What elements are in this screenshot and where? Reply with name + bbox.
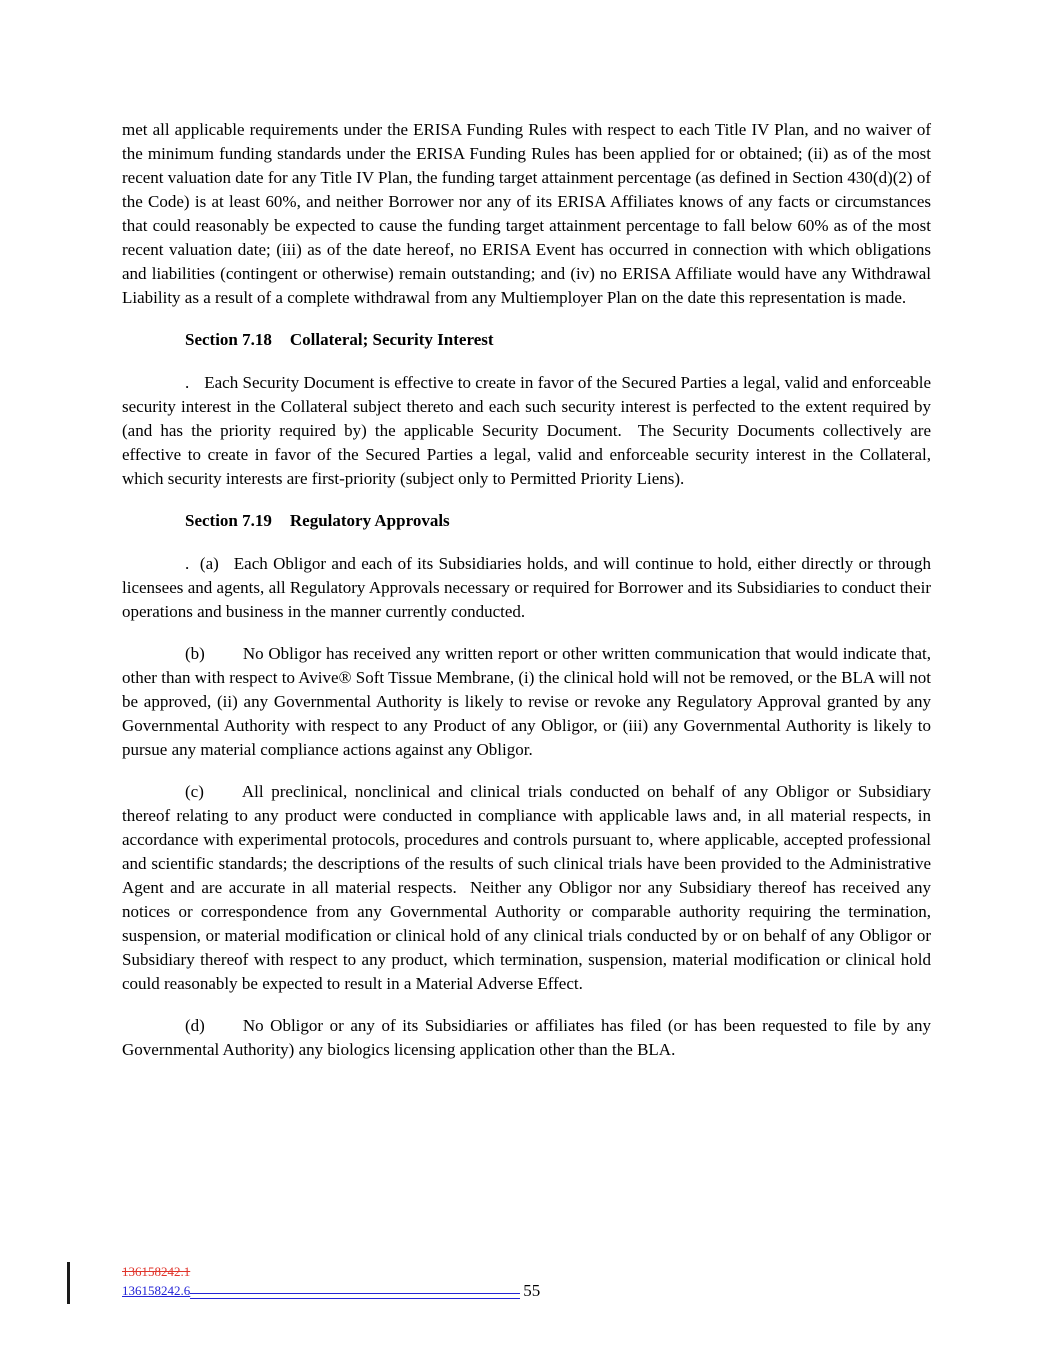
section-number: Section 7.18 xyxy=(185,330,272,349)
paragraph-text: No Obligor or any of its Subsidiaries or affiliates has filed (or has been requested to file by any Governmental Authority) any biologics licensing application other than the BLA. xyxy=(122,1016,931,1059)
paragraph-label: . xyxy=(185,373,190,392)
footer-row-inserted xyxy=(122,1281,931,1300)
paragraph-label: (c) xyxy=(185,782,204,801)
paragraph-label: (b) xyxy=(185,644,205,663)
page-body xyxy=(122,118,931,1080)
section-7-19-heading xyxy=(122,509,931,533)
paragraph-label: . (a) xyxy=(185,554,219,573)
page-number: 55 xyxy=(523,1281,541,1300)
doc-number-old: 136158242.1 xyxy=(122,1264,191,1279)
section-title: Collateral; Security Interest xyxy=(289,330,494,349)
paragraph-7-19-b xyxy=(122,642,931,762)
paragraph-7-19-c xyxy=(122,780,931,996)
paragraph-7-18 xyxy=(122,371,931,491)
paragraph-text: Each Security Document is effective to create in favor of the Secured Parties a legal, valid and enforceable security interest in the Collateral subject thereto and each such security interest is perfected to the extent required by (and has the priority required by) the applicable Security Document. The Security Documents collectively are effective to create in favor of the Secured Parties a legal, valid and enforceable security interest in the Collateral, which security interests are first-priority (subject only to Permitted Priority Liens). xyxy=(122,373,931,488)
paragraph-text: All preclinical, nonclinical and clinical trials conducted on behalf of any Obligor or Subsidiary thereof relating to any product were conducted in compliance with applicable laws and, in all material respects, in accordance with experimental protocols, procedures and controls pursuant to, where applicable, accepted professional and scientific standards; the descriptions of the results of such clinical trials have been provided to the Administrative Agent and are accurate in all material respects. Neither any Obligor nor any Subsidiary thereof has received any notices or correspondence from any Governmental Authority or comparable authority requiring the termination, suspension, or material modification or clinical hold of any clinical trials conducted by or on behalf of any Obligor or Subsidiary thereof with respect to any product, which termination, suspension, material modification or clinical hold could reasonably be expected to result in a Material Adverse Effect. xyxy=(122,782,931,993)
section-number: Section 7.19 xyxy=(185,511,272,530)
footer-row-deleted xyxy=(122,1262,931,1281)
paragraph-text: No Obligor has received any written report or other written communication that would indicate that, other than with respect to Avive® Soft Tissue Membrane, (i) the clinical hold will not be removed, or the BLA will not be approved, (ii) any Governmental Authority is likely to revise or revoke any Regulatory Approval granted by any Governmental Authority with respect to any Product of any Obligor, or (iii) any Governmental Authority is likely to pursue any material compliance actions against any Obligor. xyxy=(122,644,931,759)
doc-number-new: 136158242.6 xyxy=(122,1283,191,1298)
paragraph-text: Each Obligor and each of its Subsidiaries holds, and will continue to hold, either directly or through licensees and agents, all Regulatory Approvals necessary or required for Borrower and its Subsidiaries to conduct their operations and business in the manner currently conducted. xyxy=(122,554,931,621)
footer-leader-line xyxy=(190,1293,520,1299)
section-title: Regulatory Approvals xyxy=(289,511,450,530)
section-7-18-heading xyxy=(122,328,931,352)
margin-change-bar xyxy=(67,1262,70,1304)
paragraph-7-19-d xyxy=(122,1014,931,1062)
paragraph-label: (d) xyxy=(185,1016,205,1035)
paragraph-7-19-a xyxy=(122,552,931,624)
paragraph-erisa-continuation: met all applicable requirements under the ERISA Funding Rules with respect to each Title IV Plan, and no waiver of the minimum funding standards under the ERISA Funding Rules has been applied for or obtained; (ii) as of the most recent valuation date for any Title IV Plan, the funding target attainment percentage (as defined in Section 430(d)(2) of the Code) is at least 60%, and neither Borrower nor any of its ERISA Affiliates knows of any facts or circumstances that could reasonably be expected to cause the funding target attainment percentage to fall below 60% as of the most recent valuation date; (iii) as of the date hereof, no ERISA Event has occurred in connection with which obligations and liabilities (contingent or otherwise) remain outstanding; and (iv) no ERISA Affiliate would have any Withdrawal Liability as a result of a complete withdrawal from any Multiemployer Plan on the date this representation is made. xyxy=(122,120,931,307)
page-footer xyxy=(122,1262,931,1300)
